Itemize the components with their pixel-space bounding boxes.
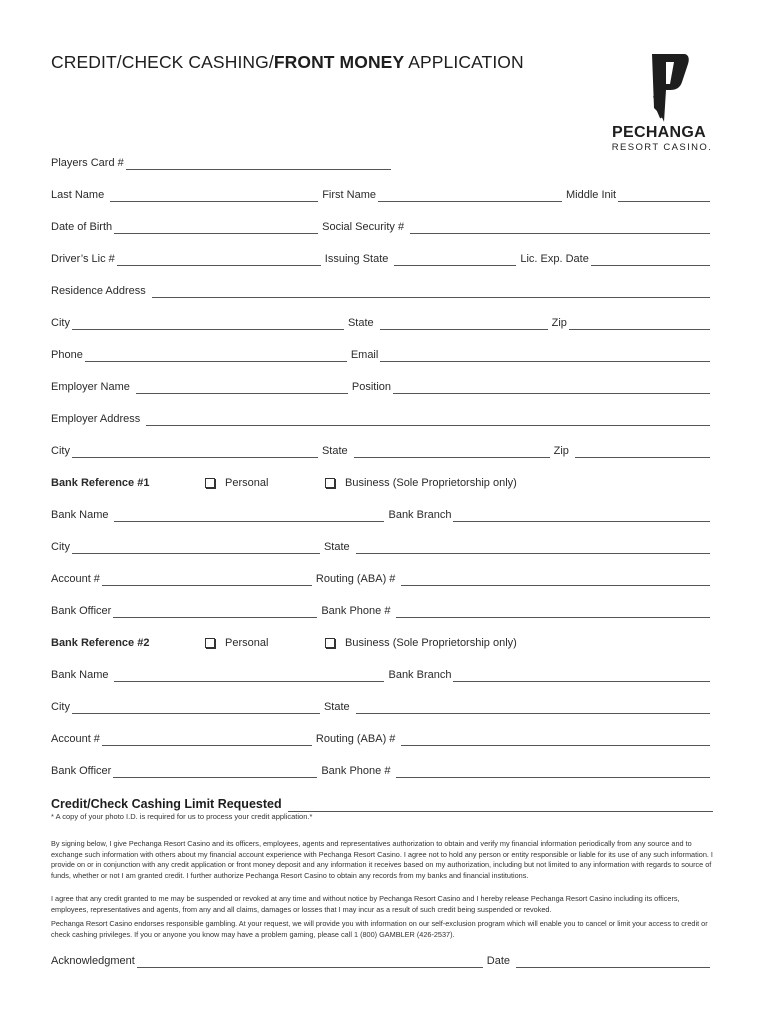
authorization-paragraph: By signing below, I give Pechanga Resort Casino and its officers, employees, agents and representatives authorization to obtain and verify my financial information periodically from any source and to exchange such information with others about my financial account experience with Pechanga Resort Casino. I agree not to hold any person or entity responsible or liable for its use of any such information. I provide on or in conjunction with any credit application or front money deposit and any information it receives based on my authorization, including but not limited to any information with regards to source of funds, whether or not I am granted credit. I further authorize Pechanga Resort Casino to obtain any records from my banks and financial institutions. — [51, 839, 713, 880]
bank-reference-2 — [51, 634, 710, 650]
bank2-branch-field[interactable] — [453, 669, 710, 682]
first-name-label: First Name — [322, 189, 376, 201]
dob-label: Date of Birth — [51, 221, 113, 233]
middle-init-field[interactable] — [618, 189, 710, 202]
checkbox-icon[interactable] — [205, 638, 215, 648]
bank-phone-field[interactable] — [396, 605, 710, 618]
residence-field[interactable] — [152, 285, 710, 298]
ssn-field[interactable] — [410, 221, 710, 234]
issuing-state-label: Issuing State — [324, 253, 389, 265]
credit-limit-label: Credit/Check Cashing Limit Requested — [51, 797, 282, 811]
lic-exp-field[interactable] — [591, 253, 710, 266]
bank-branch-field[interactable] — [453, 509, 710, 522]
employer-row — [51, 378, 710, 394]
bank2-officer-field[interactable] — [113, 765, 317, 778]
account-label: Account # — [51, 573, 100, 585]
residence-row — [51, 282, 710, 298]
date-field[interactable] — [516, 955, 710, 968]
phone-field[interactable] — [85, 349, 347, 362]
dob-field[interactable] — [114, 221, 318, 234]
email-label: Email — [350, 349, 379, 361]
bank-name-row — [51, 506, 710, 522]
zip-label: Zip — [551, 317, 567, 329]
form-title: CREDIT/CHECK CASHING/FRONT MONEY APPLICATION — [51, 52, 524, 72]
checkbox-icon[interactable] — [205, 478, 215, 488]
bank2-phone-field[interactable] — [396, 765, 710, 778]
city-label: City — [51, 317, 70, 329]
account-row — [51, 570, 710, 586]
license-row — [51, 250, 710, 266]
account-label: Account # — [51, 733, 100, 745]
state-label: State — [347, 317, 374, 329]
bank-name-label: Bank Name — [51, 669, 109, 681]
email-field[interactable] — [380, 349, 710, 362]
bank-reference-1 — [51, 474, 710, 490]
state-field[interactable] — [380, 317, 548, 330]
photo-id-note: * A copy of your photo I.D. is required for us to process your credit application.* — [51, 812, 313, 821]
employer-address-label: Employer Address — [51, 413, 141, 425]
logo-name: PECHANGA — [612, 124, 706, 141]
employer-state-field[interactable] — [354, 445, 550, 458]
state-label: State — [323, 701, 350, 713]
release-paragraph: I agree that any credit granted to me may be suspended or revoked at any time and without notice by Pechanga Resort Casino and I hereby release Pechanga Resort Casino including its officers, employees, representatives and agents, from any and all claims, damages or losses that I may incur as a result of such credit being suspended or revoked. — [51, 894, 680, 914]
players-card-row — [51, 154, 391, 170]
last-name-label: Last Name — [51, 189, 105, 201]
routing-field[interactable] — [401, 573, 710, 586]
drivers-lic-field[interactable] — [117, 253, 321, 266]
middle-init-label: Middle Init — [565, 189, 617, 201]
city-row — [51, 314, 710, 330]
employer-city-field[interactable] — [72, 445, 318, 458]
employer-field[interactable] — [136, 381, 348, 394]
bank-branch-label: Bank Branch — [388, 509, 452, 521]
last-name-field[interactable] — [110, 189, 318, 202]
employer-label: Employer Name — [51, 381, 130, 393]
zip-field[interactable] — [569, 317, 710, 330]
credit-limit-row — [51, 796, 713, 812]
position-label: Position — [351, 381, 391, 393]
bank-branch-label: Bank Branch — [388, 669, 452, 681]
date-label: Date — [486, 955, 511, 967]
name-row — [51, 186, 710, 202]
bank-city-row — [51, 538, 710, 554]
employer-address-row — [51, 410, 710, 426]
routing2-field[interactable] — [401, 733, 710, 746]
checkbox-icon[interactable] — [325, 638, 335, 648]
drivers-lic-label: Driver’s Lic # — [51, 253, 115, 265]
account2-row — [51, 730, 710, 746]
bank-officer-label: Bank Officer — [51, 605, 112, 617]
players-card-field[interactable] — [126, 157, 391, 170]
city-label: City — [51, 541, 70, 553]
personal-option[interactable]: Personal — [205, 637, 268, 649]
employer-address-field[interactable] — [146, 413, 710, 426]
bank2-name-row — [51, 666, 710, 682]
ssn-label: Social Security # — [322, 221, 405, 233]
players-card-label: Players Card # — [51, 157, 124, 169]
bank-state-field[interactable] — [356, 541, 710, 554]
routing-label: Routing (ABA) # — [315, 733, 396, 745]
account-field[interactable] — [102, 573, 312, 586]
residence-label: Residence Address — [51, 285, 146, 297]
state-label: State — [321, 445, 348, 457]
city-field[interactable] — [72, 317, 344, 330]
bank-name-label: Bank Name — [51, 509, 109, 521]
phone-label: Phone — [51, 349, 83, 361]
state-label: State — [323, 541, 350, 553]
bank-officer-field[interactable] — [113, 605, 317, 618]
bank2-state-field[interactable] — [356, 701, 710, 714]
city-label: City — [51, 701, 70, 713]
acknowledgment-field[interactable] — [137, 955, 483, 968]
lic-exp-label: Lic. Exp. Date — [520, 253, 589, 265]
routing-label: Routing (ABA) # — [315, 573, 396, 585]
zip-label: Zip — [553, 445, 569, 457]
bank2-officer-row — [51, 762, 710, 778]
bank-officer-row — [51, 602, 710, 618]
bank-phone-label: Bank Phone # — [321, 765, 391, 777]
credit-limit-field[interactable] — [288, 799, 713, 812]
acknowledgment-label: Acknowledgment — [51, 955, 135, 967]
city-label: City — [51, 445, 70, 457]
acknowledgment-row — [51, 952, 710, 968]
account2-field[interactable] — [102, 733, 312, 746]
bank-officer-label: Bank Officer — [51, 765, 112, 777]
personal-option[interactable]: Personal — [205, 477, 268, 489]
issuing-state-field[interactable] — [394, 253, 516, 266]
first-name-field[interactable] — [378, 189, 562, 202]
bank2-name-field[interactable] — [114, 669, 384, 682]
checkbox-icon[interactable] — [325, 478, 335, 488]
dob-row — [51, 218, 710, 234]
bank-reference-1-label: Bank Reference #1 — [51, 477, 150, 489]
phone-row — [51, 346, 710, 362]
responsible-gambling-paragraph: Pechanga Resort Casino endorses responsible gambling. At your request, we will provide you with information on our self-exclusion program which will enable you to cancel or limit your access to credit or check cashing privileges. If you or anyone you know may have a problem gaming, please call 1 (800) GAMBLER (426-2537). — [51, 919, 708, 939]
bank2-city-row — [51, 698, 710, 714]
bank-reference-2-label: Bank Reference #2 — [51, 637, 150, 649]
bank2-city-field[interactable] — [72, 701, 320, 714]
business-option[interactable]: Business (Sole Proprietorship only) — [325, 637, 517, 649]
business-option[interactable]: Business (Sole Proprietorship only) — [325, 477, 517, 489]
bank-phone-label: Bank Phone # — [321, 605, 391, 617]
bank-name-field[interactable] — [114, 509, 384, 522]
logo-subtitle: RESORT CASINO. — [611, 142, 713, 153]
employer-city-row — [51, 442, 710, 458]
bank-city-field[interactable] — [72, 541, 320, 554]
employer-zip-field[interactable] — [575, 445, 710, 458]
position-field[interactable] — [393, 381, 710, 394]
